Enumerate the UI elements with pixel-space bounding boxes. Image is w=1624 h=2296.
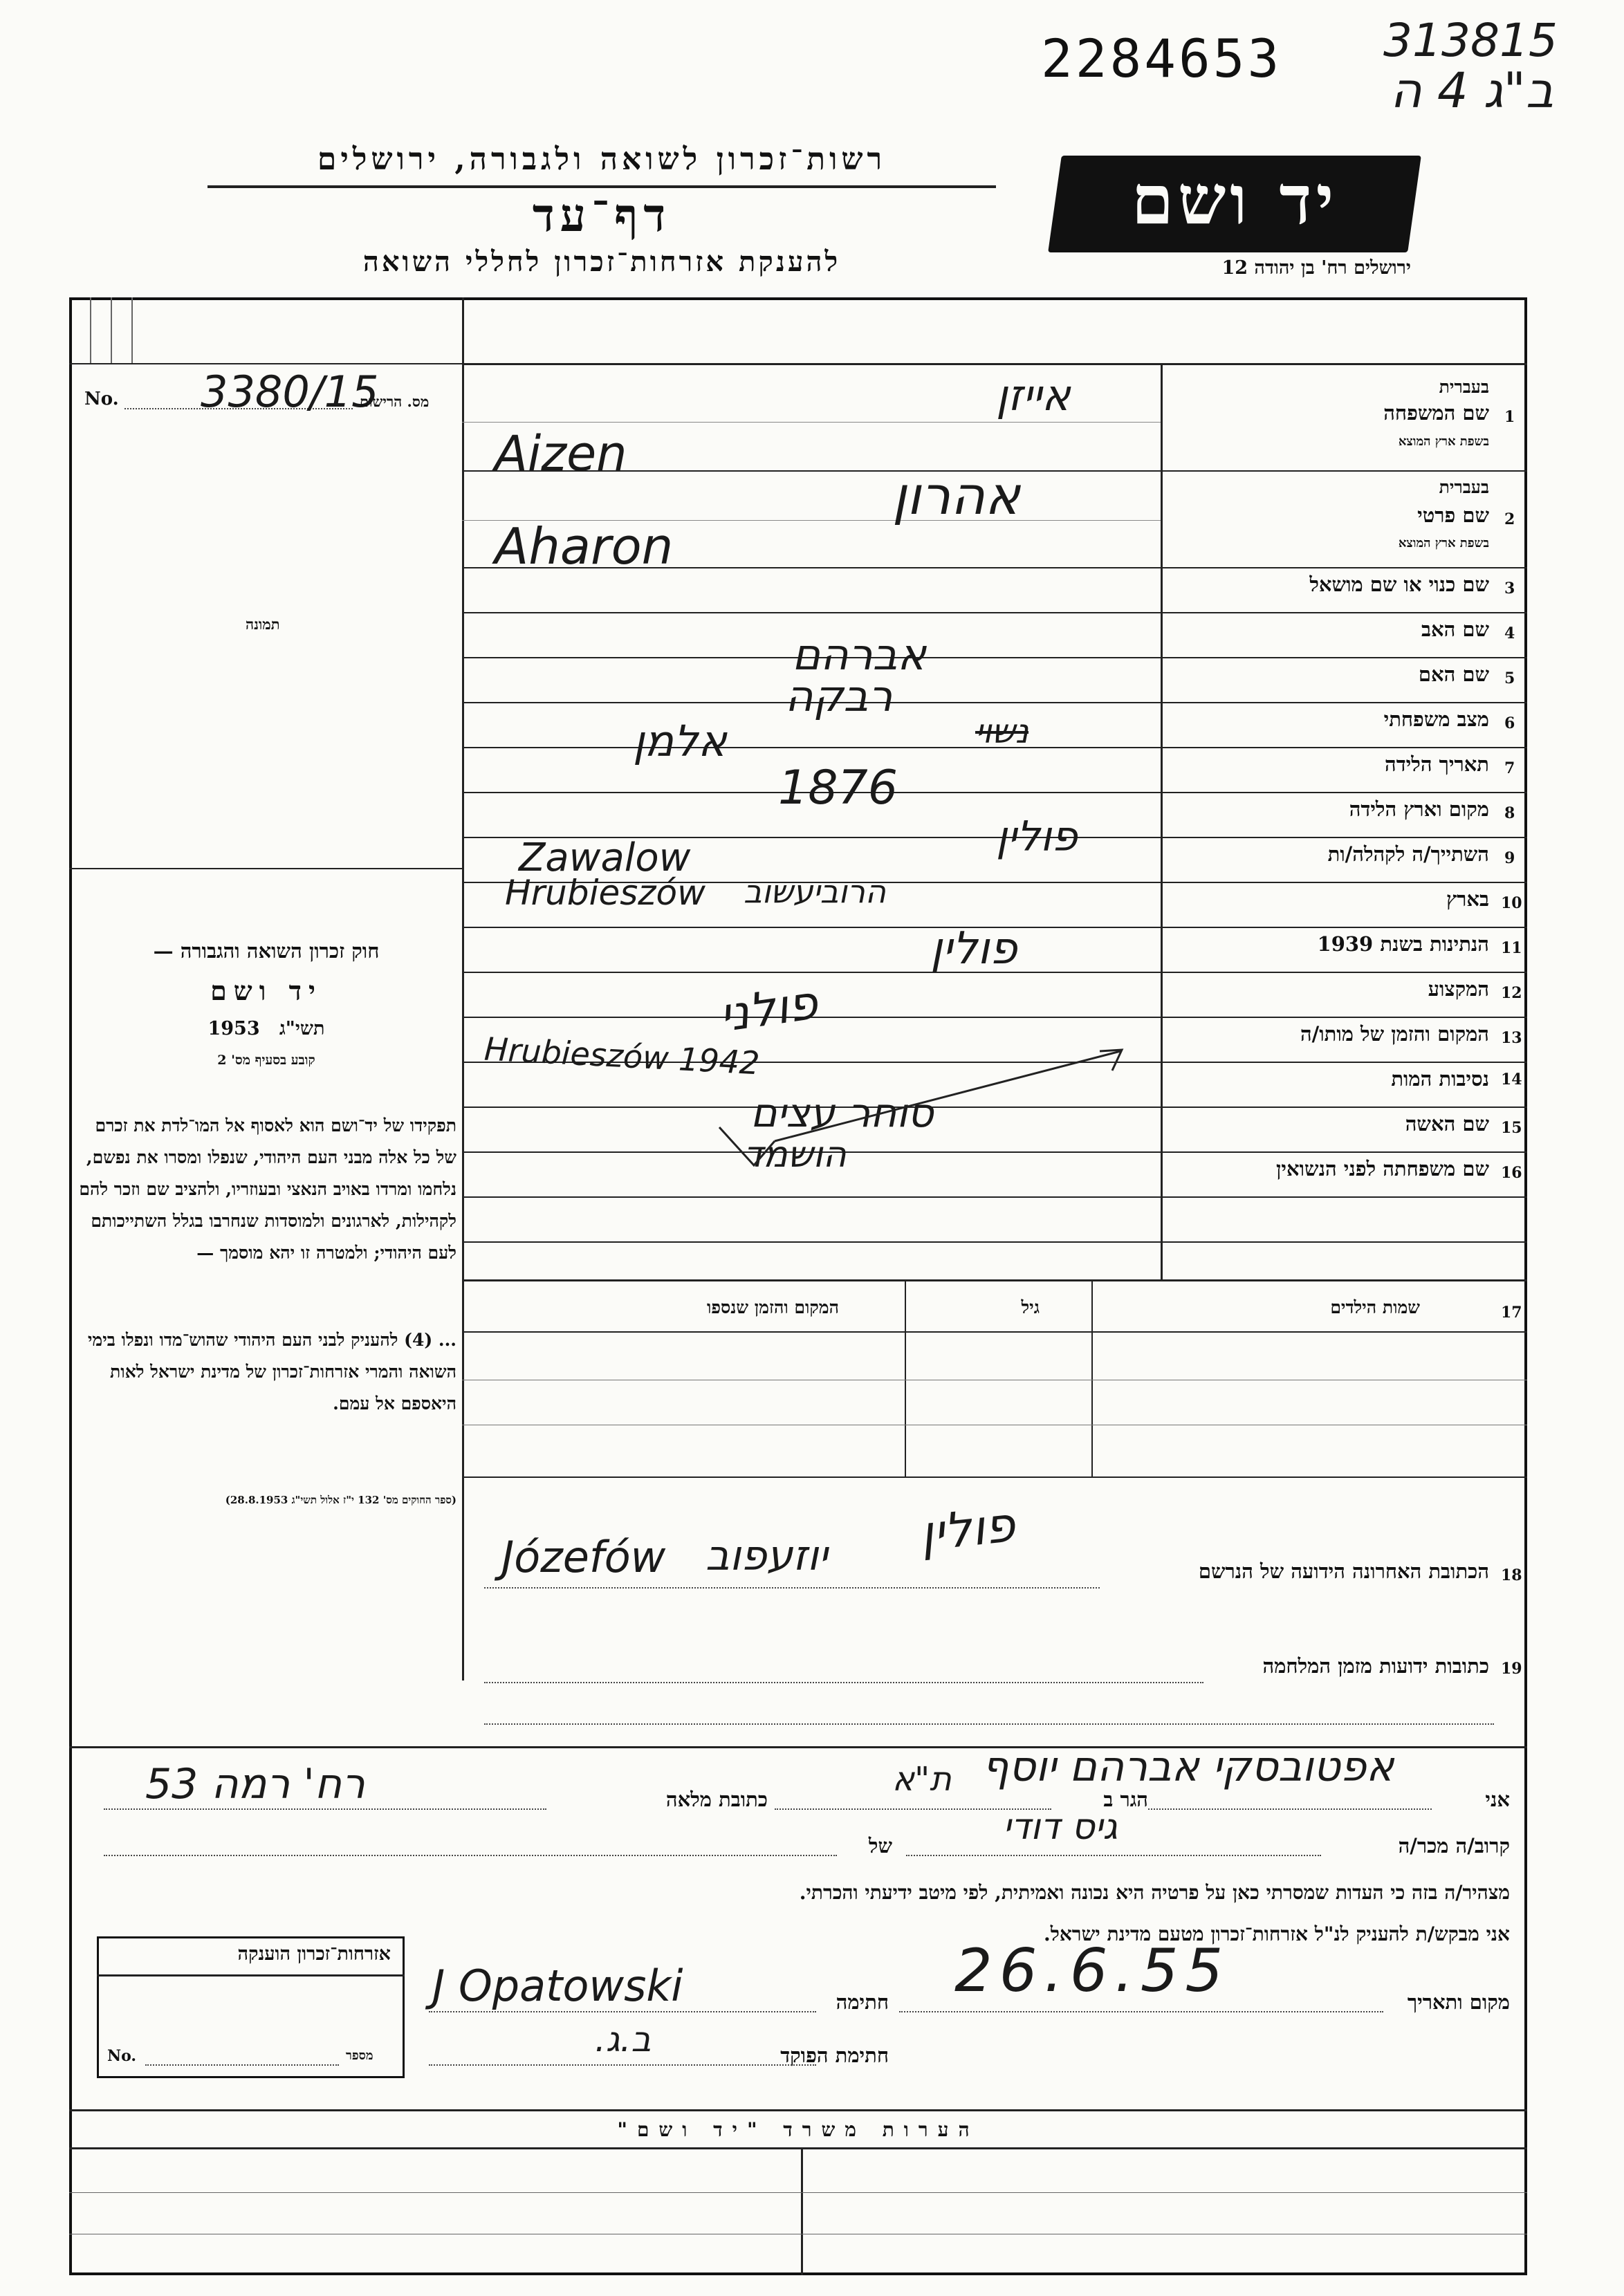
field-num-19: 19 <box>1501 1660 1522 1678</box>
field-num-16: 16 <box>1501 1164 1522 1182</box>
decl-officer-label: חתימת הפוקד <box>780 2044 889 2067</box>
hw-father: אברהם <box>792 629 926 680</box>
stamp-number: 2284653 <box>1041 28 1282 89</box>
sub-origin-2: בשפת ארץ המוצא <box>1398 536 1489 550</box>
hw-community-heb: הרוביעשוב <box>744 873 886 910</box>
field-num-5: 5 <box>1504 669 1515 687</box>
hw-birth-country: פולין <box>996 813 1078 861</box>
label-marital: מצב משפחתי <box>1383 707 1489 731</box>
hw-citizenship: פולני <box>716 975 821 1044</box>
field-num-18: 18 <box>1501 1566 1522 1584</box>
hw-marital-prefix: נשוי <box>975 712 1029 751</box>
decl-residing-val: ת"א <box>892 1760 952 1799</box>
field-num-11: 11 <box>1501 939 1522 957</box>
logo-text: יד ושם <box>1131 160 1338 240</box>
decl-signature-val: J Opatowski <box>432 1961 683 2011</box>
label-profession: המקצוע <box>1428 977 1489 1001</box>
decl-signature-label: חתימה <box>836 1990 889 2014</box>
form-subtitle: להענקת אזרחות־זכרון לחללי השואה <box>362 246 841 278</box>
field-num-9: 9 <box>1504 849 1515 867</box>
label-birth-place: מקום וארץ הלידה <box>1349 797 1489 821</box>
citizenship-box-no-prefix: No. <box>107 2047 137 2065</box>
photo-label: תמונה <box>246 615 280 633</box>
field-num-14: 14 <box>1501 1071 1522 1089</box>
label-birth-date: תאריך הלידה <box>1385 752 1489 776</box>
field-num-12: 12 <box>1501 984 1522 1002</box>
form-title: דף־עד <box>532 188 672 242</box>
law-clause: קובע בסעיף מס' 2 <box>217 1053 315 1068</box>
hw-last-address-country: פולין <box>917 1496 1018 1562</box>
law-title: חוק זכרון השואה והגבורה — <box>153 939 380 963</box>
decl-ani: אני <box>1485 1788 1510 1811</box>
sub-hebrew-1: בעברית <box>1439 377 1489 397</box>
label-wife-name: שם האשה <box>1405 1112 1489 1136</box>
label-death-place: המקום והזמן של מותו/ה <box>1300 1022 1489 1046</box>
decl-relation: קרוב/ה מכר/ה <box>1398 1834 1510 1858</box>
corner-note: ב"ג 4 ה <box>1390 62 1554 119</box>
hw-birth-place: Zawalow <box>519 835 691 880</box>
field-num-15: 15 <box>1501 1119 1522 1137</box>
label-citizenship: הנתינות בשנת 1939 <box>1317 932 1489 956</box>
decl-date-val: 26.6.55 <box>954 1936 1230 2006</box>
decl-full-address: כתובת מלאה <box>665 1788 768 1811</box>
citizenship-box-title: אזרחות־זכרון הוענקה <box>237 1943 391 1965</box>
corner-number: 313815 <box>1383 14 1558 67</box>
field-num-1: 1 <box>1504 408 1515 426</box>
reg-no-prefix: No. <box>84 389 119 409</box>
label-mother: שם האם <box>1418 663 1489 686</box>
label-country: בארץ <box>1446 887 1489 911</box>
decl-address-val: רח' רמה 53 <box>145 1760 365 1808</box>
decl-officer-val: ב.ג. <box>595 2019 652 2059</box>
decl-residing: הגר ב <box>1103 1788 1148 1811</box>
hw-profession: סוחר עצים <box>750 1089 934 1136</box>
label-father: שם האב <box>1421 618 1489 641</box>
col-children-names: שמות הילדים <box>1330 1297 1420 1317</box>
hw-arrow <box>692 1037 1162 1176</box>
decl-declarant: אפטובסקי אברהם יוסף <box>982 1743 1394 1791</box>
hw-country: פולין <box>930 923 1017 974</box>
field-num-2: 2 <box>1504 510 1515 528</box>
hw-circumstances: הושמד <box>744 1134 847 1176</box>
header-address: ירושלים רח' בן יהודה 12 <box>1221 257 1411 279</box>
field-num-13: 13 <box>1501 1029 1522 1047</box>
reg-no-label: מס. הרישום <box>360 393 430 410</box>
field-num-8: 8 <box>1504 804 1515 822</box>
law-name: יד ושם <box>210 975 322 1006</box>
hw-community: Hrubieszów <box>505 873 706 913</box>
reg-no-value: 3380/15 <box>201 367 379 417</box>
hw-first-orig: Aharon <box>495 517 674 575</box>
law-text-2: ... (4) להעניק לבני העם היהודי שהוש־מדו ונפלו בימי השואה והמרי אזרחות־זכרון של מדינת ישראל לאות היאספם אל עמם. <box>87 1330 456 1414</box>
hw-surname-heb: אייזן <box>996 370 1071 420</box>
law-year-heb: תשי"ג <box>279 1018 325 1039</box>
law-text-1: תפקידו של יד־ושם הוא לאסוף אל המו־לדת את זכרם של כל אלה מבני העם היהודי, שנפלו ומסרו את נפשם, נלחמו ומרדו באויב הנאצי ובעוזריו, ולהציב שם וזכר להם לקהילות, לארגונים ולמוסדות שנחרבו בגלל השתייכותם לעם היהודי; ולמטרה זו יהא מוסמך — <box>79 1115 456 1263</box>
decl-line-1: מצהיר/ה בזה כי העדות שמסרתי כאן על פרטיה היא נכונה ואמיתית, לפי מיטב ידיעתי והכרתי. <box>799 1881 1510 1904</box>
footer-remarks: הערות משרד "יד ושם" <box>617 2118 979 2141</box>
label-community: השתייך/ה לקהלה/ות <box>1327 842 1489 866</box>
decl-of: של <box>868 1834 892 1858</box>
hw-surname-orig: Aizen <box>495 425 627 482</box>
field-num-17: 17 <box>1501 1304 1522 1322</box>
sub-hebrew-2: בעברית <box>1439 477 1489 497</box>
hw-last-address-heb: יוזעפוב <box>705 1532 828 1580</box>
field-num-4: 4 <box>1504 624 1515 642</box>
field-num-3: 3 <box>1504 580 1515 598</box>
label-circumstances: נסיבות המות <box>1391 1067 1489 1091</box>
col-children-place: המקום והזמן שנספו <box>707 1297 839 1317</box>
field-num-6: 6 <box>1504 714 1515 732</box>
label-war-addresses: כתובות ידועות מזמן המלחמה <box>1262 1654 1489 1678</box>
decl-line-2: אני מבקש/ת להעניק לנ"ל אזרחות־זכרון מטעם מדינת ישראל. <box>1043 1923 1510 1945</box>
col-children-age: גיל <box>1021 1297 1040 1317</box>
label-last-address: הכתובת האחרונה הידועה של הנרשם <box>1198 1559 1489 1583</box>
header-org: רשות־זכרון לשואה ולגבורה, ירושלים <box>317 142 887 177</box>
hw-marital: אלמן <box>633 716 727 766</box>
field-num-7: 7 <box>1504 759 1515 777</box>
law-source: (ספר החוקים מס' 132 י"ז אלול תשי"ג 28.8.1953) <box>225 1494 456 1506</box>
sub-origin-1: בשפת ארץ המוצא <box>1398 434 1489 449</box>
law-year-row <box>76 1018 456 1039</box>
hw-death-place: Hrubieszów 1942 <box>483 1030 761 1082</box>
label-first-name: שם פרטי <box>1417 503 1489 527</box>
decl-relation-val: גיס דודי <box>1003 1806 1118 1848</box>
label-wife-maiden: שם משפחתה לפני הנשואין <box>1276 1157 1489 1181</box>
hw-last-address-latin: Józefów <box>501 1532 666 1582</box>
decl-place-date: מקום ותאריך <box>1407 1990 1510 2014</box>
citizenship-box-no-label: מספר <box>346 2048 373 2063</box>
field-num-10: 10 <box>1501 894 1522 912</box>
label-nickname: שם כנוי או שם מושאל <box>1309 573 1489 596</box>
hw-mother: רבקה <box>785 671 893 721</box>
hw-birth-date: 1876 <box>778 761 898 815</box>
law-year: 1953 <box>207 1018 260 1039</box>
hw-first-heb: אהרון <box>892 465 1020 526</box>
label-surname: שם המשפחה <box>1383 401 1489 425</box>
